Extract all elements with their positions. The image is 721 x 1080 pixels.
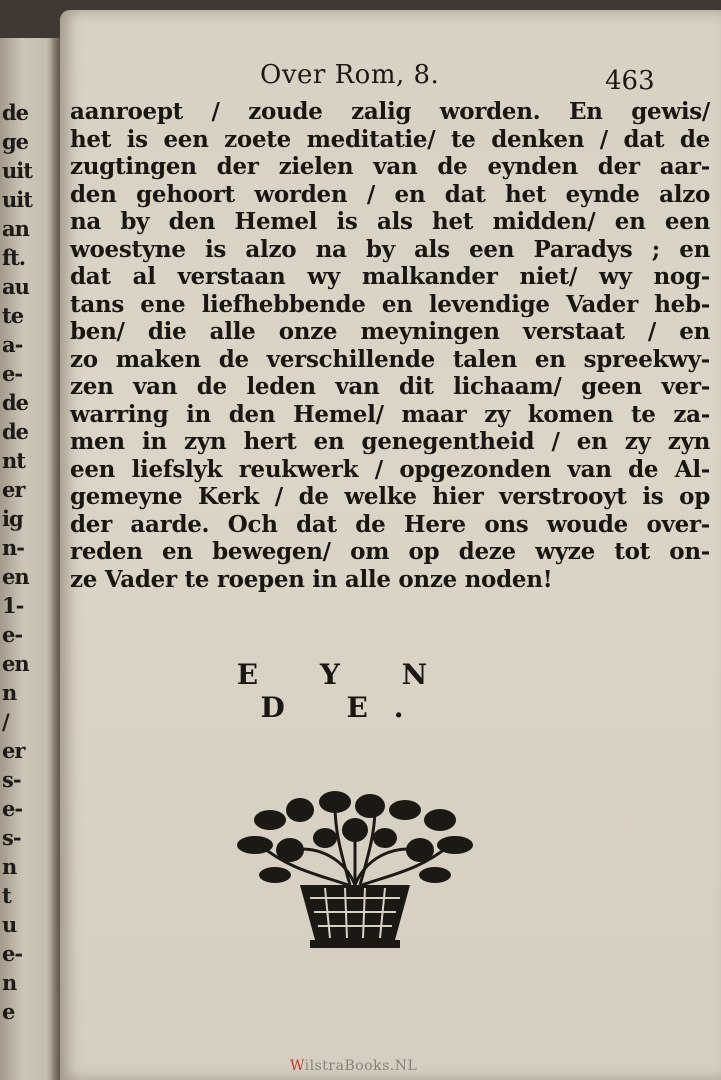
text-line: reden en bewegen/ om op deze wyze tot on- — [70, 538, 710, 565]
finis-heading: E Y N D E. — [236, 658, 454, 724]
text-line: der aarde. Och dat de Here ons woude over- — [70, 510, 710, 538]
text-line: na by den Hemel is als het midden/ en een — [70, 208, 710, 235]
left-page-fragment: s- — [2, 767, 21, 792]
left-page-fragment: en — [2, 651, 29, 676]
text-line: het is een zoete meditatie/ te denken / dat de — [70, 125, 710, 153]
left-page-fragment: u — [2, 912, 17, 937]
text-line: tans ene liefhebbende en levendige Vader heb- — [70, 290, 710, 318]
left-page-fragment: ig — [2, 506, 23, 531]
watermark-text: ilstraBooks.NL — [304, 1058, 418, 1074]
left-page-fragment: an — [2, 216, 29, 241]
left-page-fragment: en — [2, 564, 29, 589]
text-line: zen van de leden van dit lichaam/ geen ver- — [70, 373, 710, 400]
left-page-fragment: de — [2, 419, 29, 444]
text-line: warring in den Hemel/ maar zy komen te za- — [70, 400, 710, 428]
left-page-fragment: uit — [2, 158, 32, 183]
left-page-fragment: nt — [2, 448, 25, 473]
left-page-fragment: de — [2, 390, 29, 415]
watermark — [290, 1058, 417, 1074]
watermark-initial: W — [290, 1058, 305, 1074]
left-page-fragment: te — [2, 303, 24, 328]
left-page-fragment: ft. — [2, 245, 26, 270]
text-line: dat al verstaan wy malkander niet/ wy nog- — [70, 263, 710, 290]
body-text — [70, 98, 710, 593]
page-number: 463 — [605, 66, 655, 96]
text-line: zo maken de verschillende talen en spreekwy- — [70, 345, 710, 373]
text-line: aanroept / zoude zalig worden. En gewis/ — [70, 98, 710, 125]
text-line: gemeyne Kerk / de welke hier verstrooyt is op — [70, 483, 710, 510]
left-page-fragment: / — [2, 709, 9, 734]
page-header — [60, 60, 721, 100]
book-page — [60, 10, 721, 1080]
text-line: ze Vader te roepen in alle onze noden! — [70, 565, 553, 593]
text-line: den gehoort worden / en dat het eynde alzo — [70, 180, 710, 208]
left-page-fragment: er — [2, 738, 25, 763]
left-page-fragment: e — [2, 999, 15, 1024]
text-line: men in zyn hert en genegentheid / en zy zyn — [70, 428, 710, 455]
left-page-fragment: uit — [2, 187, 32, 212]
left-page-fragment: e- — [2, 796, 23, 821]
left-page-fragment: ge — [2, 129, 29, 154]
left-page-fragment: 1- — [2, 593, 24, 618]
running-title: Over Rom, 8. — [260, 60, 440, 90]
text-line: een liefslyk reukwerk / opgezonden van de Al- — [70, 455, 710, 483]
left-page-fragment: e- — [2, 361, 23, 386]
left-page-fragment: e- — [2, 622, 23, 647]
left-page-fragment: au — [2, 274, 29, 299]
left-page-fragment: de — [2, 100, 29, 125]
left-page-fragment: e- — [2, 941, 23, 966]
text-line: woestyne is alzo na by als een Paradys ; en — [70, 235, 710, 263]
left-page-fragment: er — [2, 477, 25, 502]
left-page-fragment: t — [2, 883, 11, 908]
left-page-fragment: n- — [2, 535, 24, 560]
flower-basket-ornament-icon — [230, 790, 480, 955]
left-page-fragment: n — [2, 970, 17, 995]
left-page-fragment: n — [2, 854, 17, 879]
left-page-fragment: n — [2, 680, 17, 705]
left-page-fragment: a- — [2, 332, 23, 357]
text-line: ben/ die alle onze meyningen verstaat / en — [70, 318, 710, 345]
text-line: zugtingen der zielen van de eynden der aar- — [70, 153, 710, 180]
left-page-fragment: s- — [2, 825, 21, 850]
